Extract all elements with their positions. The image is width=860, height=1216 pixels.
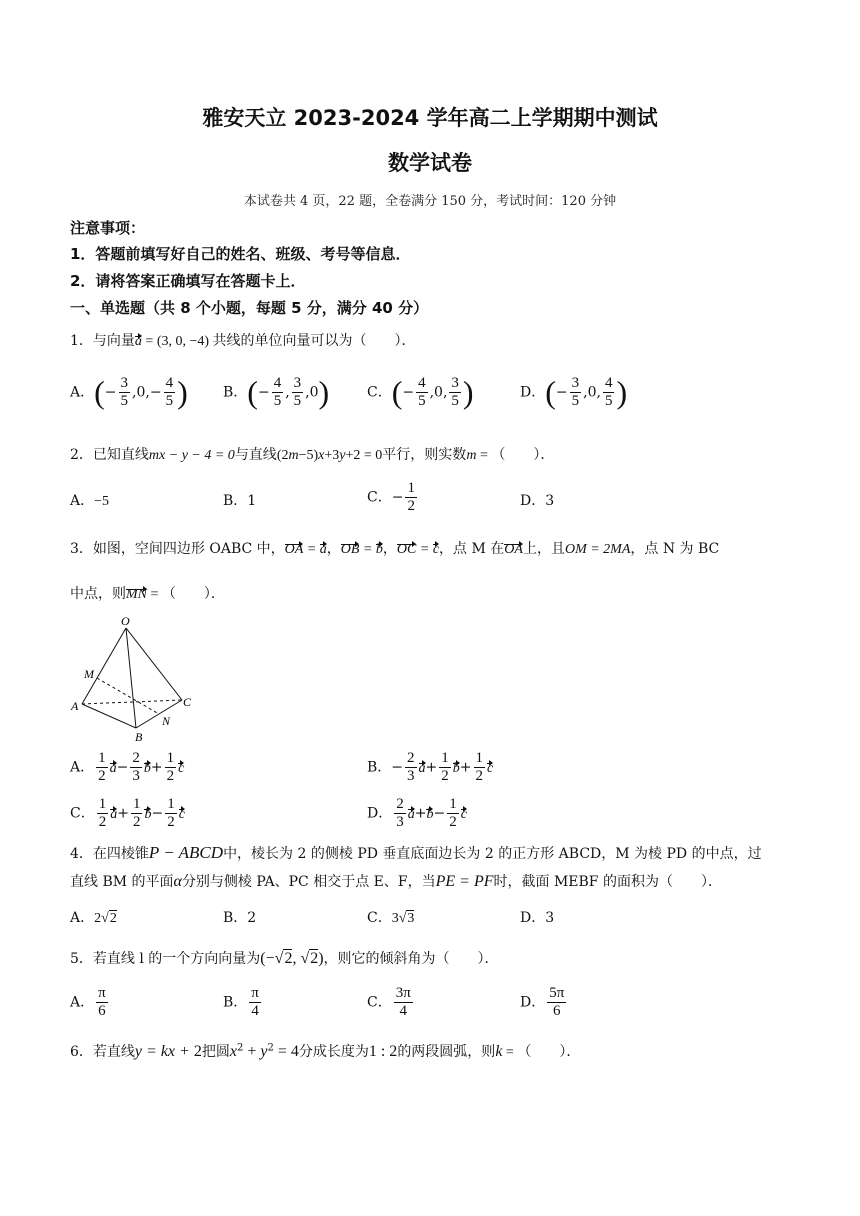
note-item-2: 2．请将答案正确填写在答题卡上． [70, 272, 306, 290]
q1-option-c: C．(− $\frac{4}{5}$ ,0, $\frac{3}{5}$ ) [367, 374, 474, 410]
q2-option-d: D．3 [520, 493, 555, 509]
section-heading: 一、单选题（共 8 个小题，每题 5 分，满分 40 分） [70, 299, 429, 317]
question-3-line-2: 中点，则MN = （ ）． [70, 586, 225, 602]
notes-heading: 注意事项： [70, 219, 146, 237]
question-1: 1．与向量a = (3, 0, −4) 共线的单位向量可以为（ ）． [70, 333, 416, 349]
label-b: B [135, 730, 143, 744]
edge-ac [82, 700, 182, 704]
q5-option-d: D． $\frac{5\pi}{6}$ [520, 985, 565, 1019]
q3-option-a: A． $\frac{1}{2}$ a− $\frac{2}{3}$ b+ $\frac{1}{2}$ c [70, 750, 185, 784]
question-4-line-2: 直线 BM 的平面α分别与侧棱 PA、PC 相交于点 E、F，当PE = PF时，截面 MEBF 的面积为（ ）． [70, 873, 722, 890]
question-5: 5．若直线 l 的一个方向向量为(−√2, √2)，则它的倾斜角为（ ）． [70, 950, 499, 967]
q5-option-b: B． $\frac{\pi}{4}$ [223, 985, 259, 1019]
label-n: N [162, 714, 171, 728]
q4-option-a: A．2√2 [70, 910, 117, 926]
q1-option-a: A．(− $\frac{3}{5}$ ,0,− $\frac{4}{5}$ ) [70, 374, 188, 410]
q2-option-a: A．−5 [70, 493, 110, 509]
q3-option-c: C． $\frac{1}{2}$ a+ $\frac{1}{2}$ b− $\frac{1}{2}$ c [70, 796, 185, 830]
label-m: M [84, 667, 94, 681]
page-title: 雅安天立 2023-2024 学年高二上学期期中测试 [202, 106, 658, 130]
q4-option-b: B．2 [223, 910, 257, 926]
q2-option-b: B．1 [223, 493, 257, 509]
segment-mn [97, 678, 159, 714]
page-subtitle: 数学试卷 [388, 151, 472, 175]
question-2: 2．已知直线mx − y − 4 = 0与直线(2m−5)x+3y+2 = 0平行，则实数m = （ ）． [70, 447, 555, 463]
edge-oc [126, 628, 182, 700]
q4-option-c: C．3√3 [367, 910, 415, 926]
note-item-1: 1．答题前填写好自己的姓名、班级、考号等信息． [70, 245, 411, 263]
q3-option-d: D． $\frac{2}{3}$ a+b− $\frac{1}{2}$ c [367, 796, 467, 830]
q1-option-d: D．(− $\frac{3}{5}$ ,0, $\frac{4}{5}$ ) [520, 374, 628, 410]
q1-option-b: B．(− $\frac{4}{5}$ , $\frac{3}{5}$ ,0) [223, 374, 330, 410]
q2-option-c: C．− $\frac{1}{2}$ [367, 480, 415, 514]
question-6: 6．若直线y = kx + 2把圆$x^2 + y^2 = 4$分成长度为1 : 2的两段圆弧，则k = （ ）． [70, 1042, 581, 1060]
question-4-line-1: 4．在四棱锥P − ABCD中，棱长为 2 的侧棱 PD 垂直底面边长为 2 的正方形 ABCD，M 为棱 PD 的中点，过 [70, 843, 762, 862]
label-c: C [183, 695, 192, 709]
q4-option-d: D．3 [520, 910, 555, 926]
q5-option-a: A． $\frac{\pi}{6}$ [70, 985, 106, 1019]
label-a: A [71, 699, 79, 713]
tetrahedron-figure [66, 612, 206, 748]
label-o: O [121, 614, 130, 628]
edge-ab [82, 704, 136, 728]
exam-info: 本试卷共 4 页，22 题，全卷满分 150 分，考试时间：120 分钟 [243, 194, 617, 209]
q5-option-c: C． $\frac{3\pi}{4}$ [367, 985, 411, 1019]
edge-ob [126, 628, 136, 728]
q3-option-b: B．− $\frac{2}{3}$ a+ $\frac{1}{2}$ b+ $\frac{1}{2}$ c [367, 750, 494, 784]
question-3-line-1: 3．如图，空间四边形 OABC 中，OA = a，OB = b，OC = c，点 M 在OA上，且OM = 2MA，点 N 为 BC [70, 541, 720, 557]
edge-oa [82, 628, 126, 704]
